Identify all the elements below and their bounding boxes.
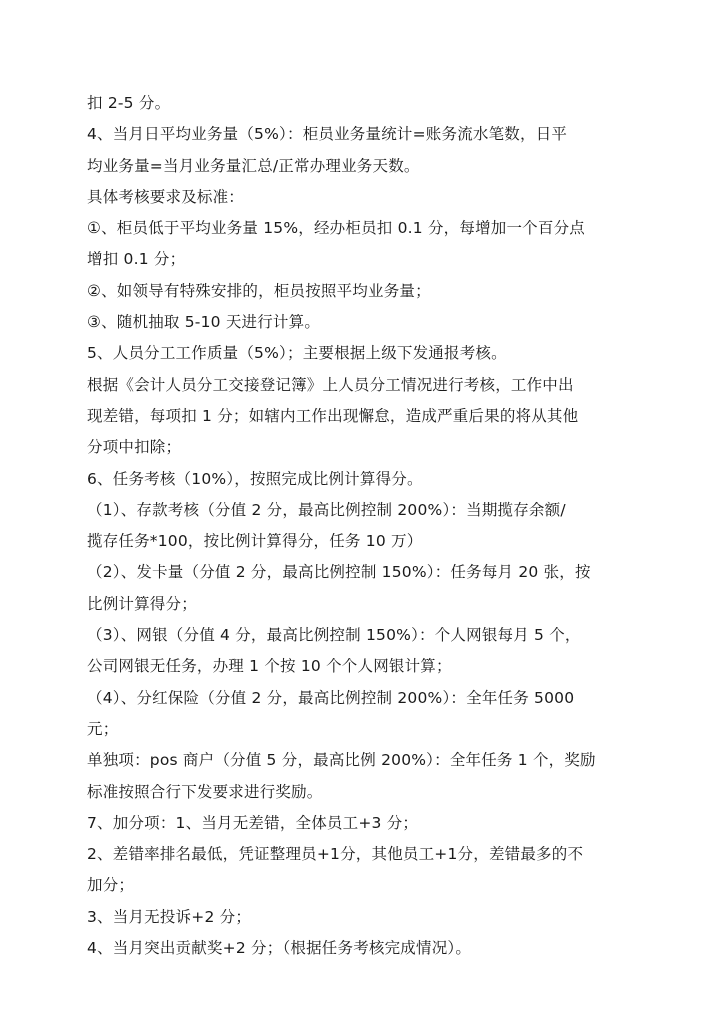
text-line: 比例计算得分； [87, 594, 197, 613]
text-line: 标准按照合行下发要求进行奖励。 [87, 782, 323, 801]
text-line: 增扣 0.1 分； [87, 250, 186, 269]
text-line: （1）、存款考核（分值 2 分，最高比例控制 200%）：当期揽存余额/ [87, 500, 566, 519]
text-line: 4、当月日平均业务量（5%）：柜员业务量统计=账务流水笔数，日平 [87, 125, 568, 144]
text-line: （3）、网银（分值 4 分，最高比例控制 150%）：个人网银每月 5 个， [87, 626, 581, 645]
text-line: 均业务量=当月业务量汇总/正常办理业务天数。 [87, 156, 420, 175]
document-body [87, 88, 639, 964]
text-line: 加分； [87, 876, 135, 895]
text-line: 4、当月突出贡献奖+2 分；（根据任务考核完成情况）。 [87, 939, 472, 958]
text-line: 揽存任务*100，按比例计算得分，任务 10 万） [87, 532, 423, 551]
text-line: 元； [87, 719, 119, 738]
text-line: 现差错，每项扣 1 分；如辖内工作出现懈怠，造成严重后果的将从其他 [87, 406, 579, 425]
text-line: 7、加分项：1、当月无差错，全体员工+3 分； [87, 813, 419, 832]
text-line: 单独项：pos 商户（分值 5 分，最高比例 200%）：全年任务 1 个，奖励 [87, 751, 596, 770]
text-line: ②、如领导有特殊安排的，柜员按照平均业务量； [87, 281, 431, 300]
text-line: ③、随机抽取 5-10 天进行计算。 [87, 313, 321, 332]
text-line: 6、任务考核（10%），按照完成比例计算得分。 [87, 469, 423, 488]
text-line: 公司网银无任务，办理 1 个按 10 个个人网银计算； [87, 657, 452, 676]
text-line: （4）、分红保险（分值 2 分，最高比例控制 200%）：全年任务 5000 [87, 688, 575, 707]
text-line: 5、人员分工工作质量（5%）；主要根据上级下发通报考核。 [87, 344, 507, 363]
text-line: 2、差错率排名最低，凭证整理员+1分，其他员工+1分，差错最多的不 [87, 845, 584, 864]
text-line: 分项中扣除； [87, 438, 182, 457]
text-line: 3、当月无投诉+2 分； [87, 907, 252, 926]
text-line: 具体考核要求及标准： [87, 187, 245, 206]
text-line: ①、柜员低于平均业务量 15%，经办柜员扣 0.1 分，每增加一个百分点 [87, 219, 585, 238]
text-line: 根据《会计人员分工交接登记簿》上人员分工情况进行考核，工作中出 [87, 375, 574, 394]
text-line: （2）、发卡量（分值 2 分，最高比例控制 150%）：任务每月 20 张，按 [87, 563, 591, 582]
text-line: 扣 2-5 分。 [87, 94, 171, 112]
